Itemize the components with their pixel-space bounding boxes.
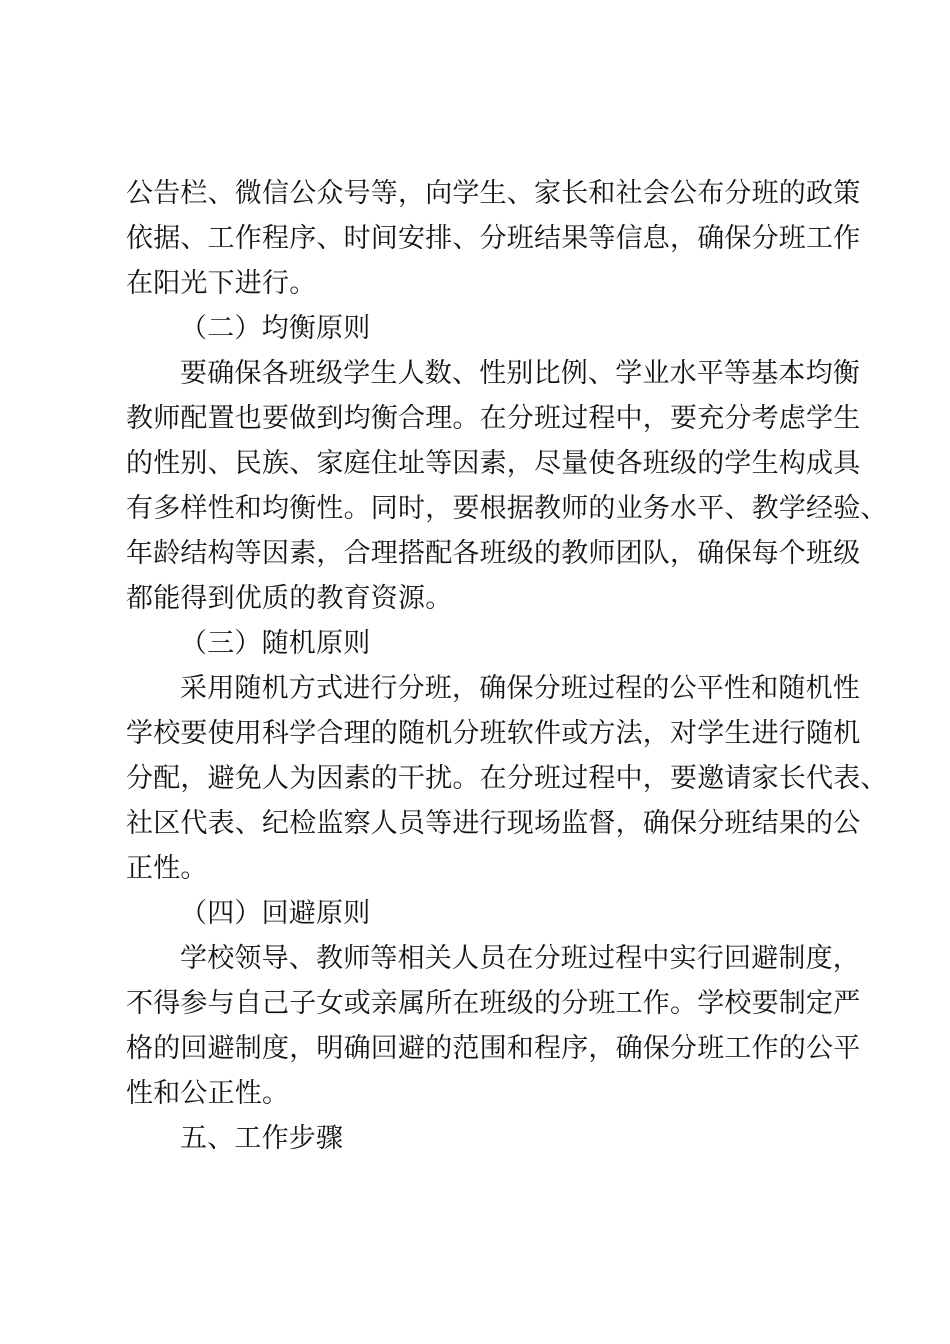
section-heading-balance: （二）均衡原则: [180, 313, 371, 344]
section-heading-random: （三）随机原则: [180, 628, 371, 659]
paragraph-line: 性和公正性。: [126, 1078, 290, 1109]
paragraph-line: 采用随机方式进行分班，确保分班过程的公平性和随机性: [180, 673, 860, 704]
section-heading-work-steps: 五、工作步骤: [180, 1123, 344, 1154]
paragraph-line: 格的回避制度，明确回避的范围和程序，确保分班工作的公平: [126, 1033, 861, 1064]
paragraph-line: 社区代表、纪检监察人员等进行现场监督，确保分班结果的公: [126, 808, 861, 839]
paragraph-line: 有多样性和均衡性。同时，要根据教师的业务水平、教学经验、: [126, 493, 888, 524]
paragraph-line: 的性别、民族、家庭住址等因素，尽量使各班级的学生构成具: [126, 448, 861, 479]
paragraph-line: 分配，避免人为因素的干扰。在分班过程中，要邀请家长代表、: [126, 763, 888, 794]
paragraph-line: 正性。: [126, 853, 208, 884]
paragraph-line: 依据、工作程序、时间安排、分班结果等信息，确保分班工作: [126, 223, 861, 254]
paragraph-line: 公告栏、微信公众号等，向学生、家长和社会公布分班的政策: [126, 178, 861, 209]
section-heading-avoidance: （四）回避原则: [180, 898, 371, 929]
paragraph-line: 学校领导、教师等相关人员在分班过程中实行回避制度，: [180, 943, 860, 974]
paragraph-line: 学校要使用科学合理的随机分班软件或方法，对学生进行随机: [126, 718, 861, 749]
paragraph-line: 年龄结构等因素，合理搭配各班级的教师团队，确保每个班级: [126, 538, 861, 569]
paragraph-line: 都能得到优质的教育资源。: [126, 583, 453, 614]
paragraph-line: 不得参与自己子女或亲属所在班级的分班工作。学校要制定严: [126, 988, 861, 1019]
paragraph-line: 要确保各班级学生人数、性别比例、学业水平等基本均衡: [180, 358, 860, 389]
document-body: [126, 171, 888, 1161]
paragraph-line: 在阳光下进行。: [126, 268, 317, 299]
paragraph-line: 教师配置也要做到均衡合理。在分班过程中，要充分考虑学生: [126, 403, 861, 434]
